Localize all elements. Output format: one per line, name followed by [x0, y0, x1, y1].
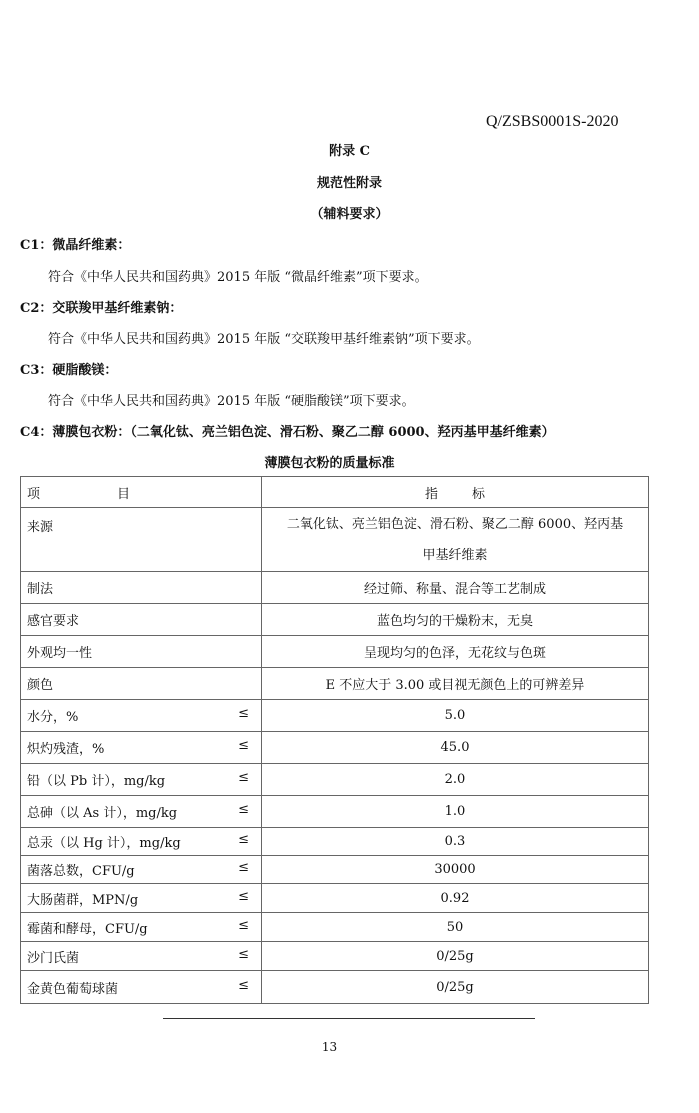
row-item-cell: [21, 828, 262, 856]
table-row: [21, 572, 649, 604]
quality-standard-table: [20, 476, 649, 1004]
header-item-b: 目: [117, 486, 131, 502]
row-value: 1.0: [262, 796, 649, 828]
document-code: Q/ZSBS0001S-2020: [486, 113, 619, 130]
header-index-a: 指: [424, 486, 438, 502]
page-number: 13: [321, 1040, 338, 1054]
le-symbol: ≤: [238, 832, 249, 847]
table-row: [21, 508, 649, 572]
table-row: [21, 942, 649, 971]
row-item-cell: [21, 884, 262, 913]
row-value: 30000: [262, 856, 649, 884]
le-symbol: ≤: [238, 860, 249, 875]
row-item: 菌落总数，CFU/g: [27, 864, 135, 879]
row-item: 霉菌和酵母，CFU/g: [27, 921, 148, 937]
row-item: 铅（以 Pb 计），mg/kg: [27, 774, 166, 789]
row-item-cell: [21, 796, 262, 828]
le-symbol: ≤: [238, 802, 249, 817]
row-value-line1: 二氧化钛、亮兰铝色淀、滑石粉、聚乙二醇 6000、羟丙基: [286, 516, 624, 532]
row-item-cell: [21, 856, 262, 884]
footer-divider: [163, 1018, 535, 1019]
le-symbol: ≤: [238, 738, 249, 753]
table-row: [21, 668, 649, 700]
row-value: 2.0: [262, 764, 649, 796]
row-item: 总汞（以 Hg 计），mg/kg: [27, 836, 181, 851]
row-item: 大肠菌群，MPN/g: [27, 892, 139, 908]
table-row: [21, 971, 649, 1004]
section-c4-heading: C4：薄膜包衣粉：（二氧化钛、亮兰铝色淀、滑石粉、聚乙二醇 6000、羟丙基甲基纤维素）: [20, 425, 555, 440]
section-c1-text: 符合《中华人民共和国药典》2015 年版 “微晶纤维素”项下要求。: [48, 270, 428, 285]
le-symbol: ≤: [238, 977, 249, 993]
header-item-cell: [21, 477, 262, 508]
row-value: 0/25g: [262, 971, 649, 1004]
row-item: 沙门氏菌: [27, 950, 80, 966]
row-item: 外观均一性: [21, 636, 262, 668]
le-symbol: ≤: [238, 888, 249, 904]
le-symbol: ≤: [238, 946, 249, 962]
appendix-title: 附录 C: [329, 144, 370, 159]
section-c2-text: 符合《中华人民共和国药典》2015 年版 “交联羧甲基纤维素钠”项下要求。: [48, 332, 480, 347]
row-value: 经过筛、称量、混合等工艺制成: [262, 572, 649, 604]
appendix-subtitle: 规范性附录: [316, 176, 382, 191]
row-item: 金黄色葡萄球菌: [27, 981, 119, 997]
header-index-cell: [262, 477, 649, 508]
row-value: [262, 508, 649, 572]
table-row: [21, 604, 649, 636]
row-value: 0.3: [262, 828, 649, 856]
row-item: 制法: [21, 572, 262, 604]
row-item: 水分，%: [27, 710, 79, 725]
row-value: 0.92: [262, 884, 649, 913]
row-item-cell: [21, 971, 262, 1004]
row-item-cell: [21, 700, 262, 732]
row-item: 总砷（以 As 计），mg/kg: [27, 806, 178, 821]
table-row: [21, 732, 649, 764]
le-symbol: ≤: [238, 917, 249, 933]
row-value: E 不应大于 3.00 或目视无颜色上的可辨差异: [262, 668, 649, 700]
le-symbol: ≤: [238, 706, 249, 721]
row-value-line2: 甲基纤维素: [422, 547, 488, 563]
table-row: [21, 700, 649, 732]
row-value: 5.0: [262, 700, 649, 732]
row-item: 来源: [21, 508, 262, 572]
row-item-cell: [21, 764, 262, 796]
appendix-caption: （辅料要求）: [310, 207, 389, 222]
row-item-cell: [21, 942, 262, 971]
row-item-cell: [21, 913, 262, 942]
row-value: 50: [262, 913, 649, 942]
table-row: [21, 856, 649, 884]
table-row: [21, 884, 649, 913]
row-value: 蓝色均匀的干燥粉末，无臭: [262, 604, 649, 636]
table-row: [21, 636, 649, 668]
table-row: [21, 796, 649, 828]
row-value: 0/25g: [262, 942, 649, 971]
table-row: [21, 764, 649, 796]
row-value: 45.0: [262, 732, 649, 764]
row-value: 呈现均匀的色泽，无花纹与色斑: [262, 636, 649, 668]
section-c2-heading: C2：交联羧甲基纤维素钠：: [20, 301, 183, 316]
header-item-a: 项: [27, 486, 41, 502]
table-header-row: [21, 477, 649, 508]
table-title: 薄膜包衣粉的质量标准: [264, 456, 395, 471]
section-c3-text: 符合《中华人民共和国药典》2015 年版 “硬脂酸镁”项下要求。: [48, 394, 415, 409]
section-c3-heading: C3：硬脂酸镁：: [20, 363, 118, 378]
row-item: 颜色: [21, 668, 262, 700]
row-item: 炽灼残渣，%: [27, 742, 105, 757]
le-symbol: ≤: [238, 770, 249, 785]
header-index-b: 标: [472, 486, 486, 502]
table-row: [21, 913, 649, 942]
row-item: 感官要求: [21, 604, 262, 636]
row-item-cell: [21, 732, 262, 764]
table-row: [21, 828, 649, 856]
section-c1-heading: C1：微晶纤维素：: [20, 238, 131, 253]
